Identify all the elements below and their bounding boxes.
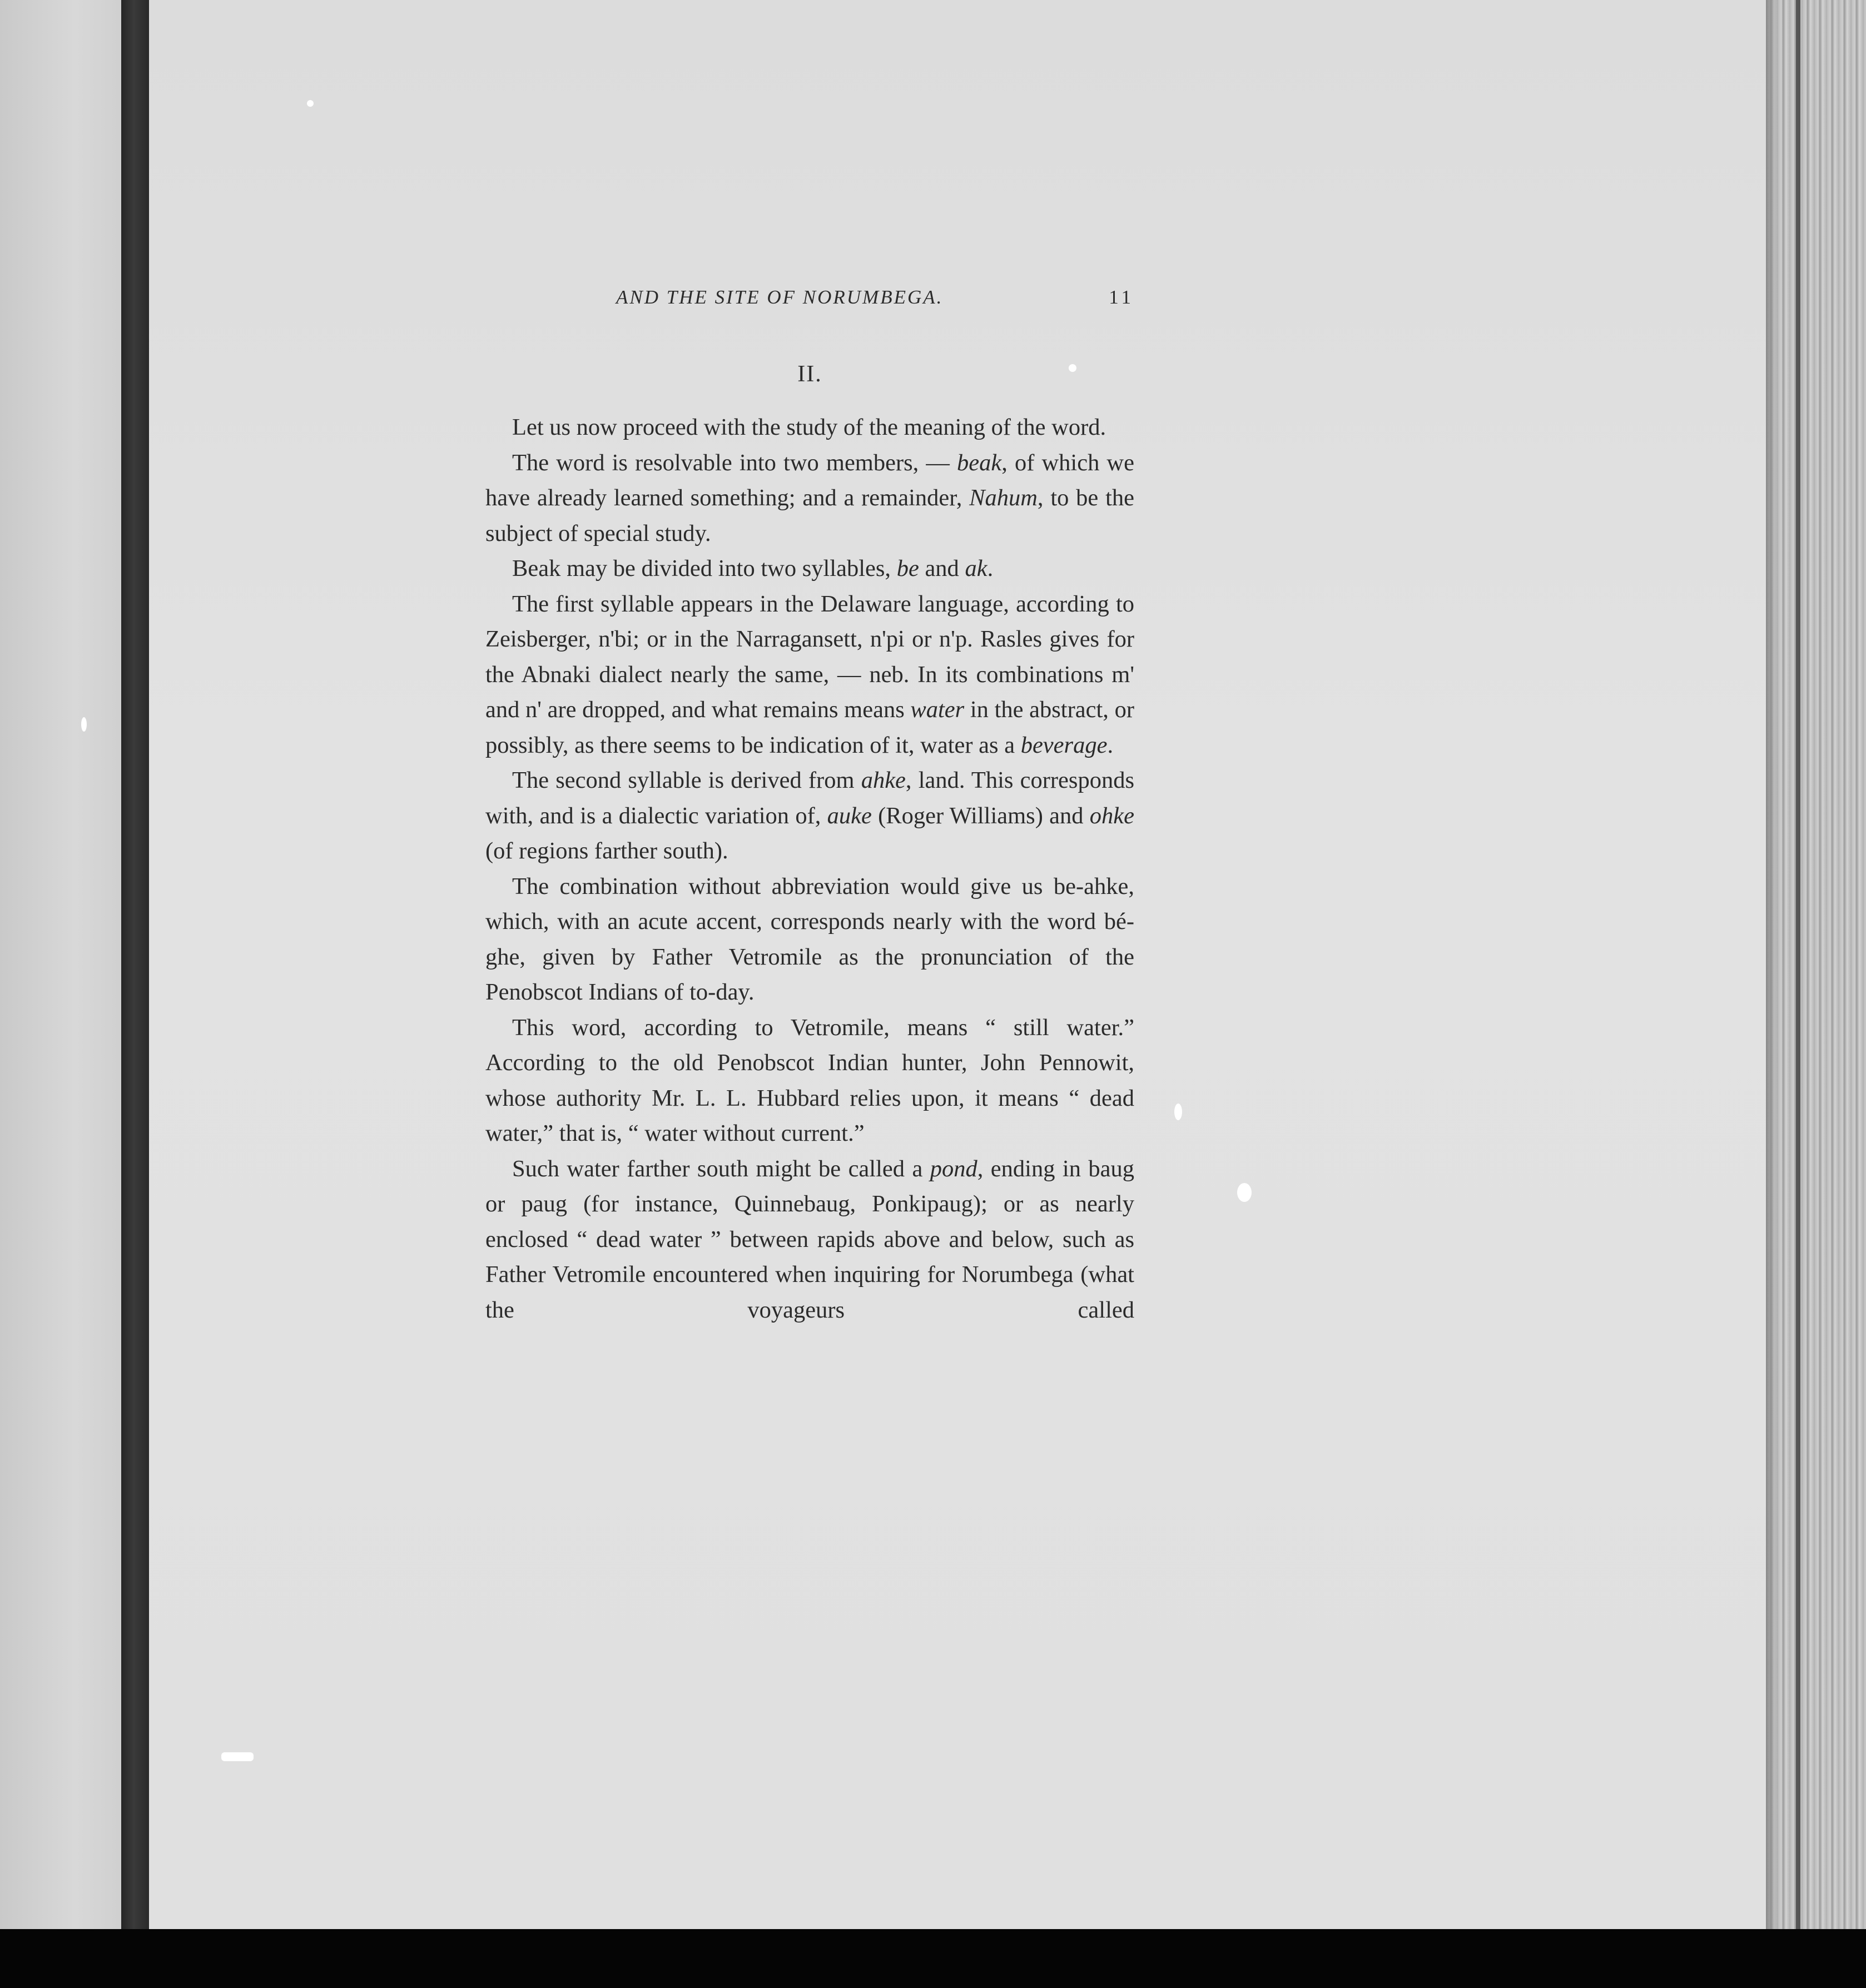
dust-speck [1237,1183,1252,1202]
text-run: This word, according to Vetromile, means “ still water.” According to the old Penobscot Indian hunter, John Pennowit, whose authority Mr. L. L. Hubbard relies upon, it means “ dead water,” that is, “ water without current.” [485,1014,1134,1146]
paragraph [485,1151,1134,1328]
text-run: The word is resolvable into two members, — [512,449,957,476]
italic-term: pond [930,1155,977,1182]
italic-term: be [896,555,919,582]
text-run: in the abstract, or possibly, as there seems to be indication of it, water as a [485,697,1134,758]
text-run: Let us now proceed with the study of the meaning of the word. [512,414,1106,440]
italic-term: ak [965,555,987,582]
dust-speck [1174,1104,1182,1120]
text-run: (Roger Williams) and [871,802,1090,829]
paragraph [485,763,1134,869]
text-run: and [919,555,965,582]
dust-speck [81,717,87,732]
running-head [485,281,1134,314]
page-edge-line [1796,0,1800,1929]
dust-speck [221,1752,254,1761]
text-run: , to be the subject of special study. [485,485,1134,546]
page-text-block [485,281,1134,1328]
page-edges [1766,0,1866,1929]
italic-term: water [910,697,965,723]
body-text [485,410,1134,1328]
paragraph [485,869,1134,1010]
page-edge-shadow [1766,0,1778,1929]
paragraph [485,587,1134,763]
section-heading: II. [797,361,822,387]
italic-term: Nahum [969,485,1038,511]
italic-term: ohke [1089,802,1134,829]
text-run: The first syllable appears in the Delaware language, according to Zeisberger, n'bi; or in the Narragansett, n'pi or n'p. Rasles gives for the Abnaki dialect nearly the same, — neb. In its combinations m' and n' are dropped, and what remains means [485,590,1134,723]
text-run: , land. This corresponds with, and is a dialectic variation of, [485,767,1134,829]
binding-gutter [121,0,149,1929]
text-run: . [1107,732,1114,758]
italic-term: ahke [861,767,906,793]
text-run: , ending in baug or paug (for instance, Quinnebaug, Ponkipaug); or as nearly enclosed “ dead water ” between rapids above and below, such as Father Vetromile encountered when inquiring for Norumbega (what the voyageurs called [485,1155,1135,1323]
italic-term: auke [827,802,872,829]
running-head-title: AND THE SITE OF NORUMBEGA. [616,286,944,308]
left-cover-sheet [0,0,125,1929]
text-run: The combination without abbreviation would give us be-ahke, which, with an acute accent, corresponds nearly with the word bé-ghe, given by Father Vetromile as the pronunciation of the Penobscot Indians of to-day. [485,873,1134,1005]
text-run: (of regions farther south). [485,838,728,864]
text-run: The second syllable is derived from [512,767,861,793]
paragraph [485,551,1134,587]
italic-term: beak [957,449,1002,476]
paragraph [485,1010,1134,1151]
text-run: Such water farther south might be called a [512,1155,930,1182]
text-run: Beak may be divided into two syllables, [512,555,897,582]
paragraph [485,410,1134,445]
dust-speck [307,100,314,107]
scan-bottom-border [0,1929,1866,1988]
text-run: , of which we have already learned something; and a remainder, [485,449,1134,511]
text-run: . [987,555,994,582]
italic-term: beverage [1020,732,1108,758]
paragraph [485,445,1134,551]
page-number: 11 [1109,286,1134,308]
